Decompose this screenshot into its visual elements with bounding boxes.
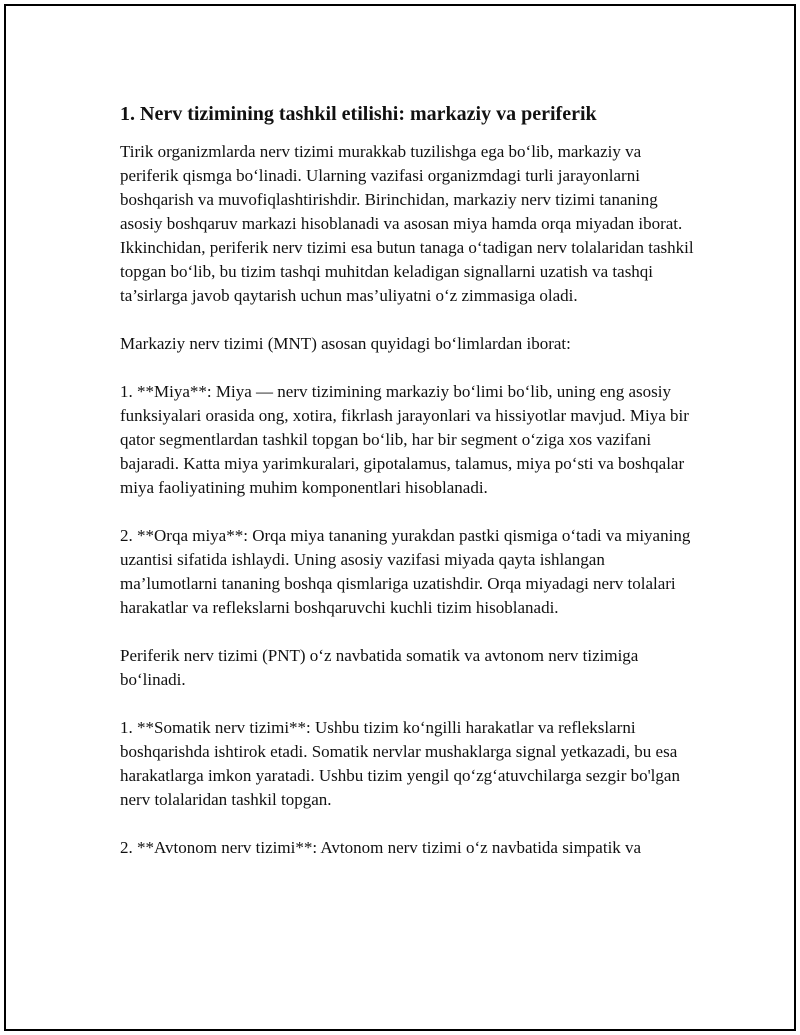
- section-heading: 1. Nerv tizimining tashkil etilishi: markaziy va periferik: [120, 103, 597, 125]
- paragraph-cns-parts: Markaziy nerv tizimi (MNT) asosan quyidagi bo‘limlardan iborat:: [120, 334, 571, 353]
- document-page: [4, 4, 796, 1031]
- paragraph-somatic: 1. **Somatik nerv tizimi**: Ushbu tizim ko‘ngilli harakatlar va reflekslarni boshqarishda ishtirok etadi. Somatik nervlar mushaklarga signal yetkazadi, bu esa harakatlarga imkon yaratadi. Ushbu tizim yengil qo‘zg‘atuvchilarga sezgir bo'lgan nerv tolalaridan tashkil topgan.: [120, 718, 680, 809]
- paragraph-brain: 1. **Miya**: Miya — nerv tizimining markaziy bo‘limi bo‘lib, uning eng asosiy funksiyalari orasida ong, xotira, fikrlash jarayonlari va hissiyotlar mavjud. Miya bir qator segmentlardan tashkil topgan bo‘lib, har bir segment o‘ziga xos vazifani bajaradi. Katta miya yarimkuralari, gipotalamus, talamus, miya po‘sti va boshqalar miya faoliyatining muhim komponentlari hisoblanadi.: [120, 382, 689, 497]
- paragraph-autonomic: 2. **Avtonom nerv tizimi**: Avtonom nerv tizimi o‘z navbatida simpatik va: [120, 838, 642, 857]
- paragraph-intro: Tirik organizmlarda nerv tizimi murakkab tuzilishga ega bo‘lib, markaziy va periferik qismga bo‘linadi. Ularning vazifasi organizmdagi turli jarayonlarni boshqarish va muvofiqlashtirishdir. Birinchidan, markaziy nerv tizimi tananing asosiy boshqaruv markazi hisoblanadi va asosan miya hamda orqa miyadan iborat. Ikkinchidan, periferik nerv tizimi esa butun tanaga o‘tadigan nerv tolalaridan tashkil topgan bo‘lib, bu tizim tashqi muhitdan keladigan signallarni uzatish va tashqi ta’sirlarga javob qaytarish uchun mas’uliyatni o‘z zimmasiga oladi.: [120, 142, 694, 305]
- paragraph-pns-parts: Periferik nerv tizimi (PNT) o‘z navbatida somatik va avtonom nerv tizimiga bo‘linadi.: [120, 646, 639, 689]
- document-body: [120, 100, 700, 860]
- paragraph-spinal-cord: 2. **Orqa miya**: Orqa miya tananing yurakdan pastki qismiga o‘tadi va miyaning uzantisi sifatida ishlaydi. Uning asosiy vazifasi miyada qayta ishlangan ma’lumotlarni tananing boshqa qismlariga uzatishdir. Orqa miyadagi nerv tolalari harakatlar va reflekslarni boshqaruvchi kuchli tizim hisoblanadi.: [120, 526, 691, 617]
